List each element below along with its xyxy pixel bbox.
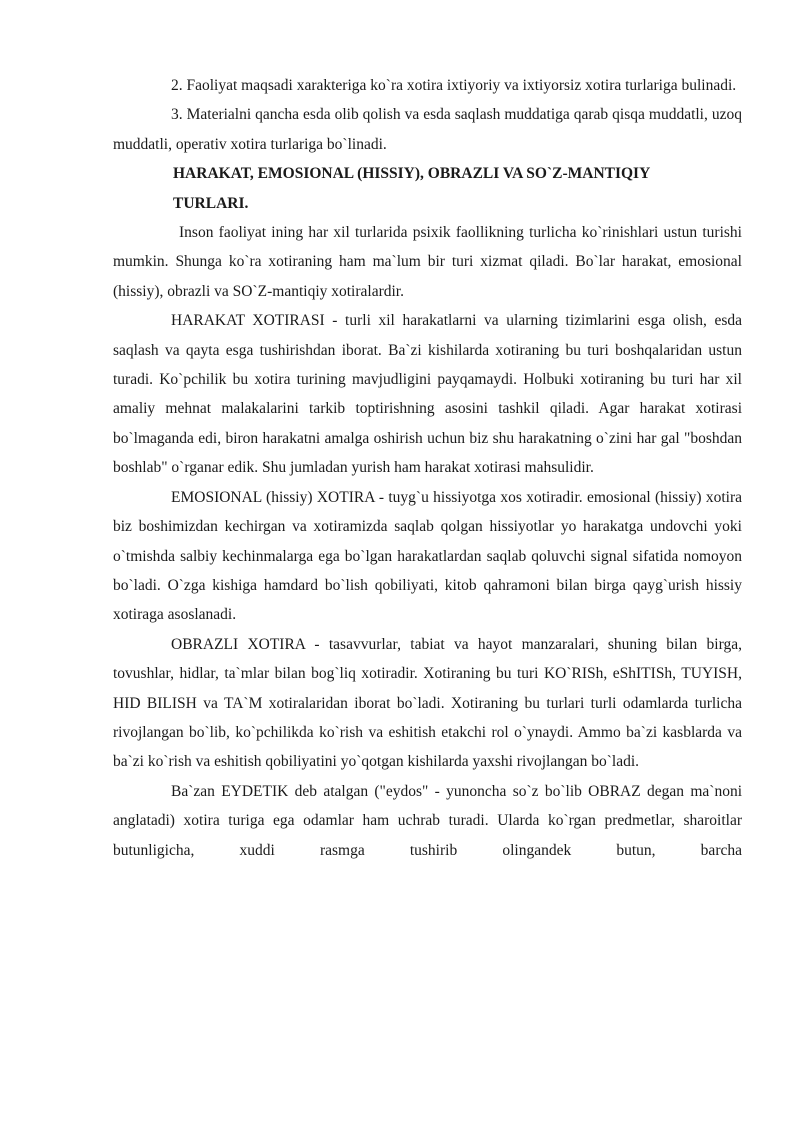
paragraph-6: OBRAZLI XOTIRA - tasavvurlar, tabiat va hayot manzaralari, shuning bilan birga, tovushlar, hidlar, ta`mlar bilan bog`liq xotiradir. Xotiraning bu turi KO`RISh, eShITISh, TUYISH, HID BILISH va TA`M xotiralaridan iborat bo`ladi. Xotiraning bu turlari turli odamlarda turlicha rivojlangan bo`lib, ko`pchilikda ko`rish va eshitish etakchi rol o`ynaydi. Ammo ba`zi kasblarda va ba`zi ko`rish va eshitish qobiliyatini yo`qotgan kishilarda yaxshi rivojlangan bo`ladi.	[113, 635, 742, 771]
section-heading-line-1: HARAKAT, EMOSIONAL (HISSIY), OBRAZLI VA SO`Z-MANTIQIY	[173, 165, 651, 183]
paragraph-1: 2. Faoliyat maqsadi xarakteriga ko`ra xotira ixtiyoriy va ixtiyorsiz xotira turlariga bulinadi.	[171, 77, 737, 94]
paragraph-4: HARAKAT XOTIRASI - turli xil harakatlarni va ularning tizimlarini esga olish, esda saqlash va qayta esga tushirishdan iborat. Ba`zi kishilarda xotiraning bu turi boshqalaridan ustun turadi. Ko`pchilik bu xotira turining mavjudligini payqamaydi. Holbuki xotiraning bu turi har xil amaliy mehnat malakalarini tarkib toptirishning asosini tashkil qiladi. Agar harakat xotirasi bo`lmaganda edi, biron harakatni amalga oshirish uchun biz shu harakatning o`zini har gal "boshdan boshlab" o`rganar edik. Shu jumladan yurish ham harakat xotirasi mahsulidir.	[113, 312, 742, 477]
section-heading	[113, 159, 742, 218]
document-body	[113, 71, 742, 865]
paragraph-7: Ba`zan EYDETIK deb atalgan ("eydos" - yunoncha so`z bo`lib OBRAZ degan ma`noni anglatadi) xotira turiga ega odamlar ham uchrab turadi. Ularda ko`rgan predmetlar, sharoitlar butunligicha, xuddi rasmga tushirib olingandek butun, barcha	[113, 782, 742, 859]
paragraph-5: EMOSIONAL (hissiy) XOTIRA - tuyg`u hissiyotga xos xotiradir. emosional (hissiy) xotira biz boshimizdan kechirgan va xotiramizda saqlab qolgan hissiyotlar yo harakatga undovchi yoki o`tmishda salbiy kechinmalarga ega bo`lgan harakatlardan saqlab qoluvchi signal sifatida nomoyon bo`ladi. O`zga kishiga hamdard bo`lish qobiliyati, kitob qahramoni bilan birga qayg`urish hissiy xotiraga asoslanadi.	[113, 488, 742, 624]
paragraph-3: Inson faoliyat ining har xil turlarida psixik faollikning turlicha ko`rinishlari ustun turishi mumkin. Shunga ko`ra xotiraning ham ma`lum bir turi xizmat qiladi. Bo`lar harakat, emosional (hissiy), obrazli va SO`Z-mantiqiy xotiralardir.	[113, 224, 742, 300]
paragraph-2: 3. Materialni qancha esda olib qolish va esda saqlash muddatiga qarab qisqa muddatli, uzoq muddatli, operativ xotira turlariga bo`linadi.	[113, 106, 742, 153]
section-heading-line-2: TURLARI.	[173, 194, 249, 212]
